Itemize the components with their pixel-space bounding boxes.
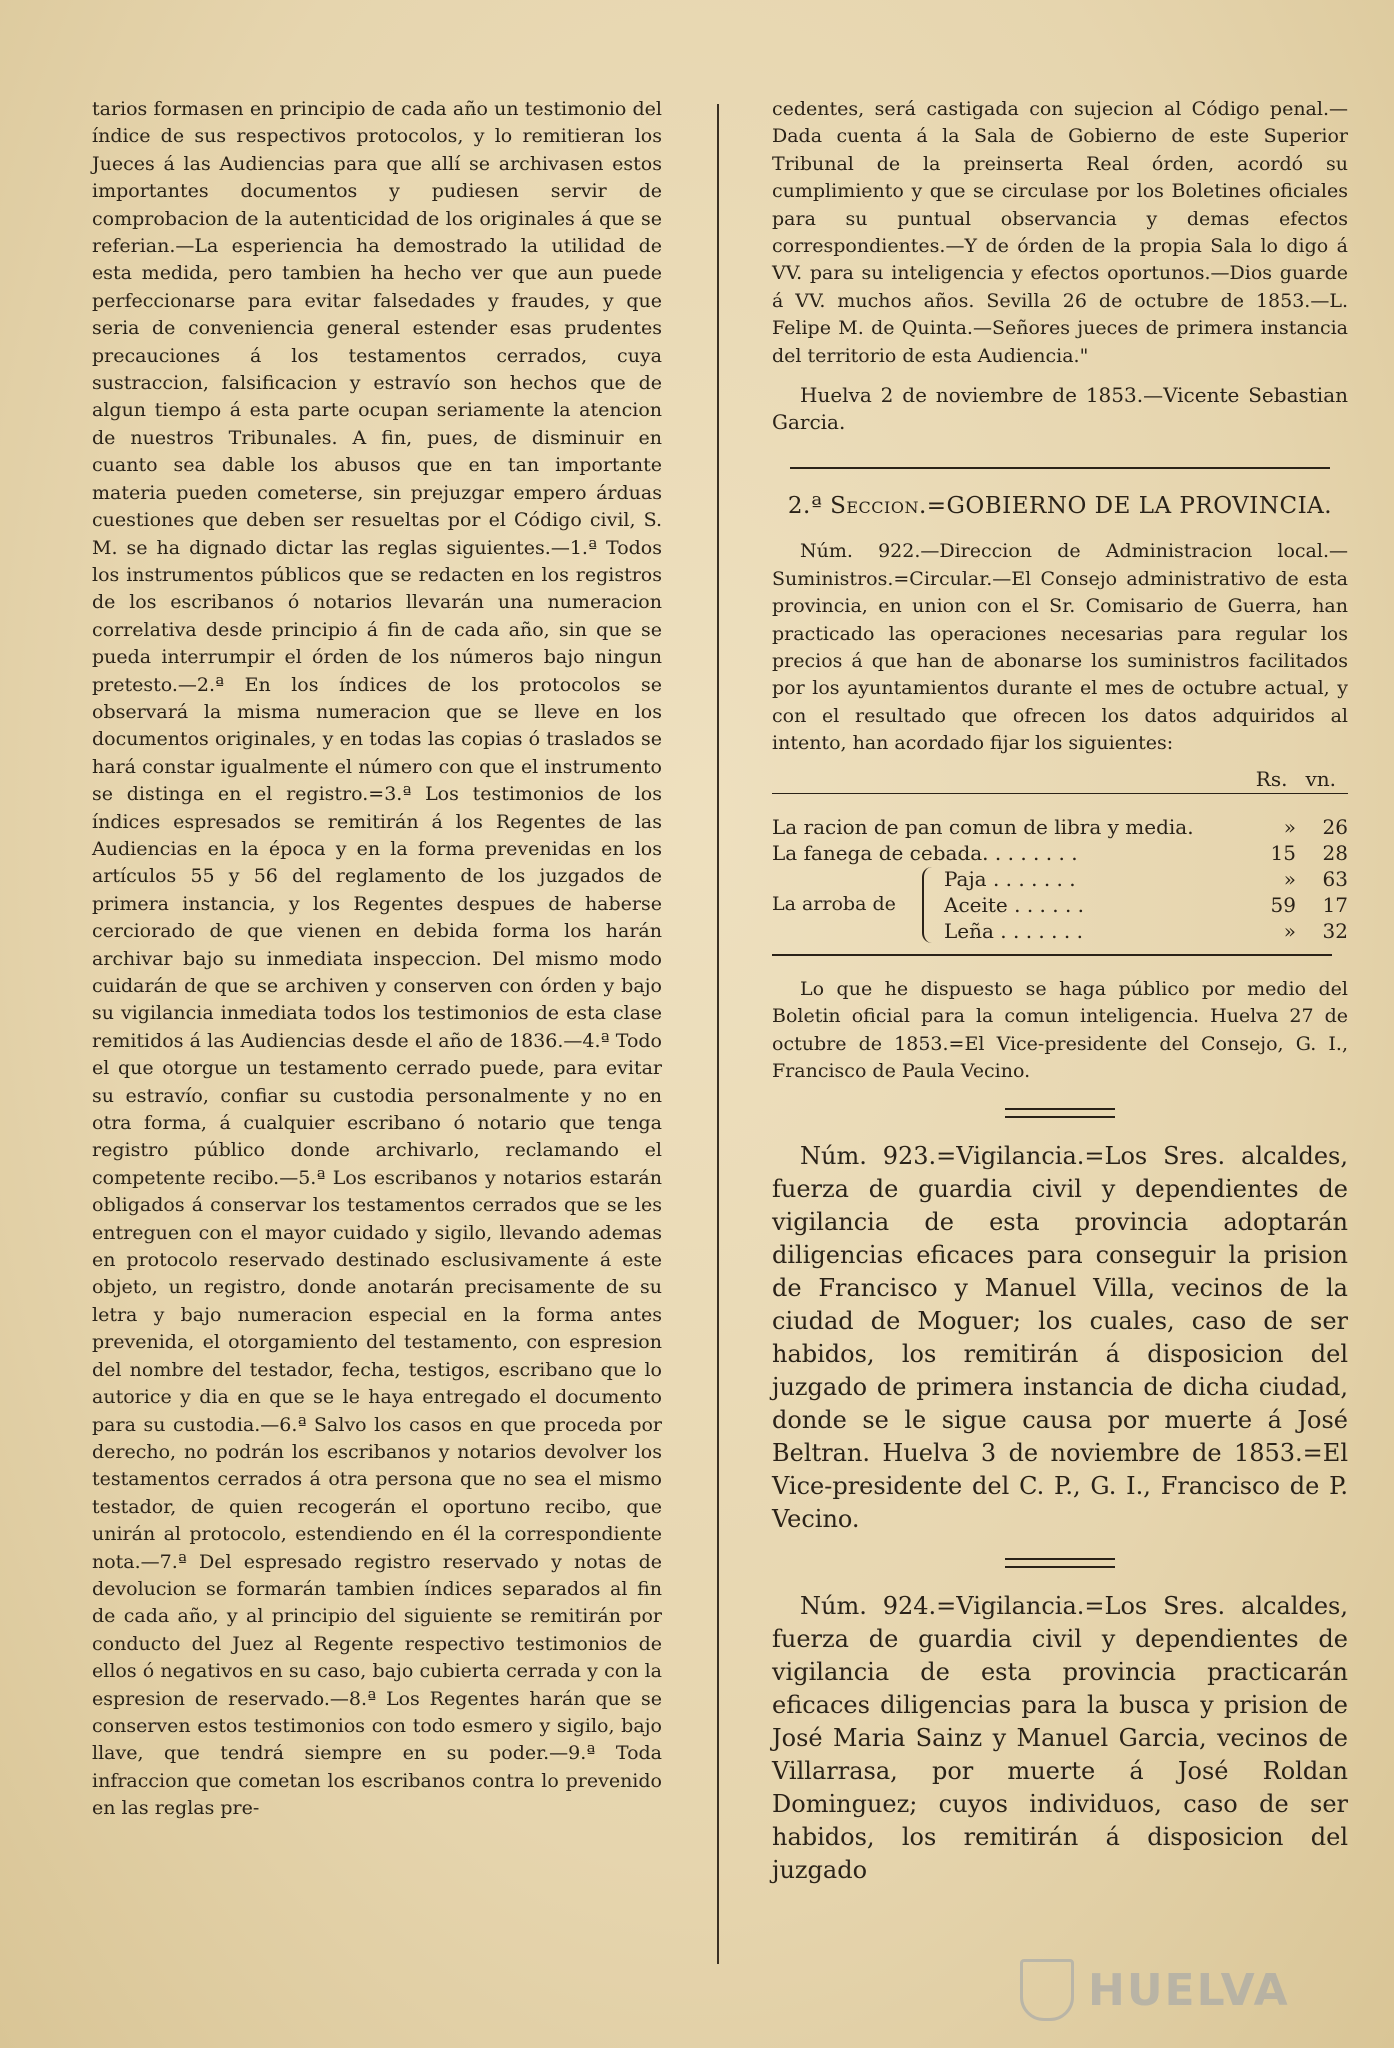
ornamental-rule	[1005, 1558, 1115, 1568]
arroba-row-aceite	[944, 892, 1348, 918]
arroba-item-name: Leña	[944, 918, 994, 943]
price-row-fanega	[772, 840, 1348, 866]
price-header-rs: Rs.	[1255, 766, 1288, 791]
notice-923: Núm. 923.=Vigilancia.=Los Sres. alcaldes, fuerza de guardia civil y dependientes de vigilancia de esta provincia adoptarán diligencias eficaces para conseguir la prision de Francisco y Manuel Villa, vecinos de la ciudad de Moguer; los cuales, caso de ser habidos, los remitirán á disposicion del juzgado de primera instancia de dicha ciudad, donde se le sigue causa por muerte á José Beltran. Huelva 3 de noviembre de 1853.=El Vice-presidente del C. P., G. I., Francisco de P. Vecino.	[772, 1141, 1348, 1533]
right-column	[772, 96, 1348, 1887]
arroba-vn: 63	[1322, 866, 1348, 891]
arroba-rs: »	[1283, 866, 1296, 891]
brace-icon	[922, 867, 936, 943]
watermark-text: HUELVA	[1088, 1964, 1290, 2016]
column-divider	[717, 104, 719, 1964]
section-divider	[790, 467, 1330, 469]
price-table-bottom-rule	[772, 954, 1332, 956]
price-rs: 15	[1270, 840, 1296, 865]
arroba-vn: 17	[1322, 892, 1348, 917]
section-title: =GOBIERNO DE LA PROVINCIA.	[926, 492, 1333, 519]
notice-922: Núm. 922.—Direccion de Administracion local.—Suministros.=Circular.—El Consejo administrativo de esta provincia, en union con el Sr. Comisario de Guerra, han practicado las operaciones necesarias para regular los precios á que han de abonarse los suministros facilitados por los ayuntamientos durante el mes de octubre actual, y con el resultado que ofrecen los datos adquiridos al intento, han acordado fijar los siguientes:	[772, 540, 1348, 755]
arroba-row-lena	[944, 918, 1348, 944]
signature-line: Huelva 2 de noviembre de 1853.—Vicente Sebastian Garcia.	[772, 383, 1348, 435]
arroba-item-dots: . . . . . . .	[992, 866, 1076, 891]
price-row-racion	[772, 814, 1348, 840]
arroba-rows	[944, 866, 1348, 944]
arroba-rs: »	[1283, 918, 1296, 943]
arroba-rs: 59	[1270, 892, 1296, 917]
price-item-dots: . . . . . . .	[994, 840, 1078, 865]
price-item-label: La racion de pan comun de libra y media.	[772, 814, 1194, 839]
section-label: Seccion.	[830, 492, 927, 519]
left-column	[92, 96, 662, 1823]
arroba-item-name: Paja	[944, 866, 987, 891]
continuation-text: cedentes, será castigada con sujecion al Código penal.—Dada cuenta á la Sala de Gobierno de este Superior Tribunal de la preinserta Real órden, acordó su cumplimiento y que se circulase por los Boletines oficiales para su puntual observancia y demas efectos correspondientes.—Y de órden de la propia Sala lo digo á VV. para su inteligencia y efectos oportunos.—Dios guarde á VV. muchos años. Sevilla 26 de octubre de 1853.—L. Felipe M. de Quinta.—Señores jueces de primera instancia del territorio de esta Audiencia."	[772, 98, 1348, 367]
archive-watermark	[1020, 1960, 1320, 2020]
price-vn: 28	[1322, 840, 1348, 865]
price-vn: 26	[1322, 814, 1348, 839]
notice-922-close: Lo que he dispuesto se haga público por medio del Boletin oficial para la comun inteligencia. Huelva 27 de octubre de 1853.=El Vice-presidente del Consejo, G. I., Francisco de Paula Vecino.	[772, 977, 1348, 1083]
ornamental-rule	[1005, 1108, 1115, 1118]
price-header	[772, 766, 1348, 794]
section-heading	[772, 493, 1348, 520]
notice-924: Núm. 924.=Vigilancia.=Los Sres. alcaldes, fuerza de guardia civil y dependientes de vigilancia de esta provincia practicarán eficaces diligencias para la busca y prision de José Maria Sainz y Manuel Garcia, vecinos de Villarrasa, por muerte á José Roldan Dominguez; cuyos individuos, caso de ser habidos, los remitirán á disposicion del juzgado	[772, 1591, 1348, 1884]
arroba-label: La arroba de	[772, 893, 896, 916]
arroba-item-dots: . . . . . .	[1014, 892, 1085, 917]
left-column-text: tarios formasen en principio de cada año un testimonio del índice de sus respectivos protocolos, y lo remitieran los Jueces á las Audiencias para que allí se archivasen estos importantes documentos y pudiesen servir de comprobacion de la autenticidad de los originales á que se referian.—La esperiencia ha demostrado la utilidad de esta medida, pero tambien ha hecho ver que aun puede perfeccionarse para evitar falsedades y fraudes, y que seria de conveniencia general estender esas prudentes precauciones á los testamentos cerrados, cuya sustraccion, falsificacion y estravío son hechos que de algun tiempo á esta parte ocupan seriamente la atencion de nuestros Tribunales. A fin, pues, de disminuir en cuanto sea dable los abusos que en tan importante materia pueden cometerse, sin prejuzgar empero árduas cuestiones que deben ser resueltas por el Código civil, S. M. se ha dignado dictar las reglas siguientes.—1.ª Todos los instrumentos públicos que se redacten en los registros de los escribanos ó notarios llevarán una numeracion correlativa desde principio á fin de cada año, sin que se pueda interrumpir el órden de los números bajo ningun pretesto.—2.ª En los índices de los protocolos se observará la misma numeracion que se lleve en los documentos originales, y en todas las copias ó traslados se hará constar igualmente el número con que el instrumento se distinga en el registro.=3.ª Los testimonios de los índices espresados se remitirán á los Regentes de las Audiencias en la época y en la forma prevenidas en los artículos 55 y 56 del reglamento de los juzgados de primera instancia, y los Regentes despues de haberse cerciorado de que vienen en debida forma los harán archivar bajo su inmediata inspeccion. Del mismo modo cuidarán de que se archiven y conserven con órden y bajo su vigilancia inmediata todos los testimonios de esta clase remitidos á las Audiencias desde el año de 1836.—4.ª Todo el que otorgue un testamento cerrado puede, para evitar su estravío, confiar su custodia personalmente y no en otra forma, á cualquier escribano ó notario que tenga registro público donde archivarlo, reclamando el competente recibo.—5.ª Los escribanos y notarios estarán obligados á conservar los testamentos cerrados que se les entreguen con el mayor cuidado y sigilo, llevando ademas en protocolo reservado destinado esclusivamente á este objeto, un registro, donde anotarán precisamente de su letra y bajo numeracion especial en la forma antes prevenida, el otorgamiento del testamento, con espresion del nombre del testador, fecha, testigos, escribano que lo autorice y dia en que se le haya entregado el documento para su custodia.—6.ª Salvo los casos en que proceda por derecho, no podrán los escribanos y notarios devolver los testamentos cerrados á otra persona que no sea el mismo testador, de quien recogerán el oportuno recibo, que unirán al protocolo, estendiendo en él la correspondiente nota.—7.ª Del espresado registro reservado y notas de devolucion se formarán tambien índices separados al fin de cada año, y al principio del siguiente se remitirán por conducto del Juez al Regente respectivo testimonios de ellos ó negativos en su caso, bajo cubierta cerrada y con la espresion de reservado.—8.ª Los Regentes harán que se conserven estos testimonios con todo esmero y sigilo, bajo llave, que tendrá siempre en su poder.—9.ª Toda infraccion que cometan los escribanos contra lo prevenido en las reglas pre-	[92, 98, 662, 1820]
shield-icon	[1020, 1959, 1074, 2021]
section-number: 2.ª	[787, 492, 823, 519]
arroba-row-paja	[944, 866, 1348, 892]
price-table	[772, 814, 1348, 866]
arroba-item-dots: . . . . . . .	[1000, 918, 1083, 943]
arroba-group	[772, 866, 1348, 944]
price-header-vn: vn.	[1305, 766, 1336, 791]
price-item-label: La fanega de cebada.	[772, 840, 989, 865]
price-rs: »	[1283, 814, 1296, 839]
arroba-item-name: Aceite	[944, 892, 1008, 917]
arroba-vn: 32	[1322, 918, 1348, 943]
